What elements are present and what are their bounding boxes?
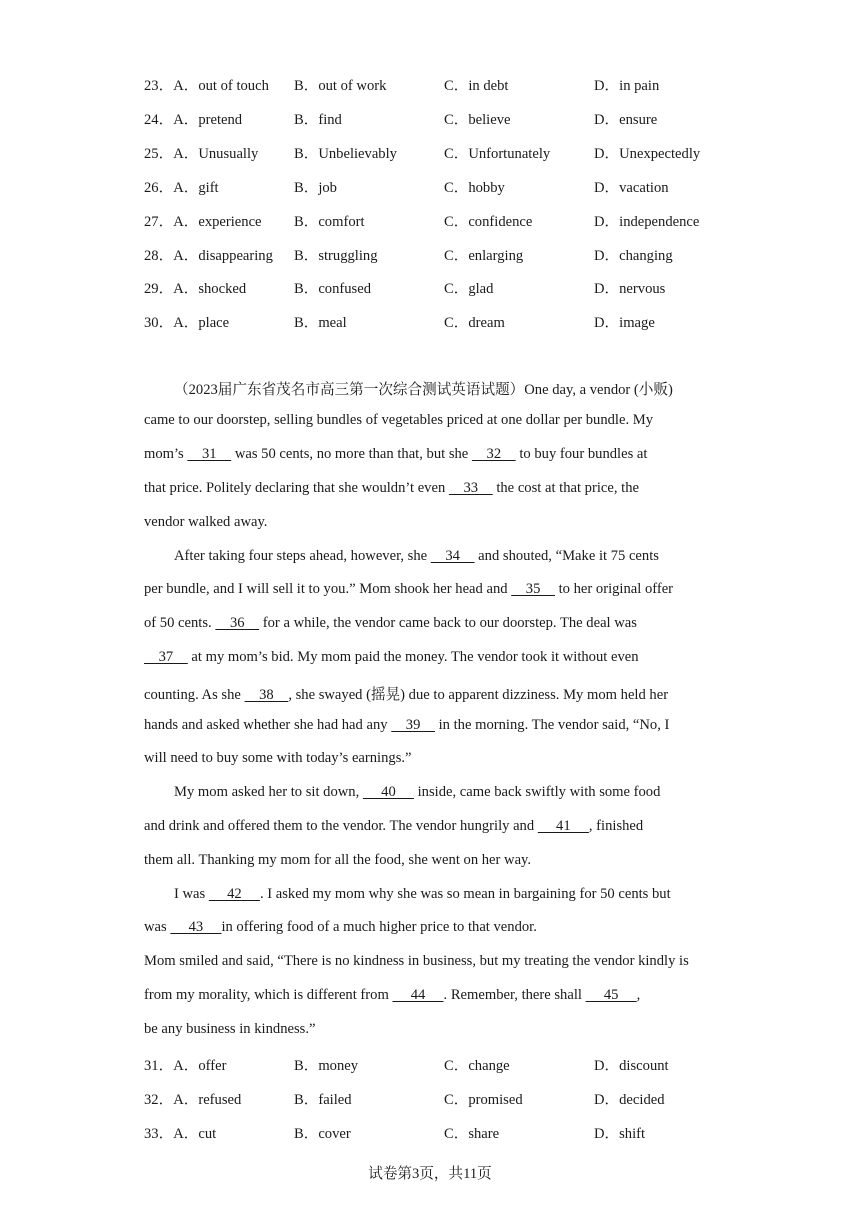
option-c: C．promised	[444, 1092, 523, 1108]
passage-line: After taking four steps ahead, however, she 34 and shouted, “Make it 75 cents	[174, 548, 659, 564]
options-24	[144, 108, 744, 128]
option-d: D．discount	[594, 1058, 669, 1074]
passage-line: （2023届广东省茂名市高三第一次综合测试英语试题）One day, a vendor (小贩)	[174, 382, 673, 398]
passage-line: and drink and offered them to the vendor. The vendor hungrily and 41 , finished	[144, 818, 644, 834]
passage-line: from my morality, which is different from 44 . Remember, there shall 45 ,	[144, 987, 641, 1003]
option-a: 25．A．Unusually	[144, 146, 259, 162]
blank-42: 42	[208, 886, 260, 902]
option-b: B．failed	[294, 1092, 352, 1108]
options-33	[144, 1122, 744, 1142]
option-d: D．vacation	[594, 180, 669, 196]
option-a: 30．A．place	[144, 315, 230, 331]
passage-line: them all. Thanking my mom for all the food, she went on her way.	[144, 852, 532, 868]
option-b: B．struggling	[294, 248, 378, 264]
option-c: C．hobby	[444, 180, 505, 196]
option-a: 31．A．offer	[144, 1058, 227, 1074]
options-23	[144, 74, 744, 94]
options-29	[144, 277, 744, 297]
option-c: C．in debt	[444, 78, 509, 94]
option-b: B．cover	[294, 1126, 351, 1142]
blank-37: 37	[144, 649, 188, 665]
option-c: C．enlarging	[444, 248, 524, 264]
passage-line: of 50 cents. 36 for a while, the vendor came back to our doorstep. The deal was	[144, 615, 637, 631]
passage-line: per bundle, and I will sell it to you.” Mom shook her head and 35 to her original offer	[144, 581, 674, 597]
option-d: D．image	[594, 315, 655, 331]
option-b: B．confused	[294, 281, 372, 297]
option-c: C．confidence	[444, 214, 533, 230]
options-30	[144, 311, 744, 331]
blank-43: 43	[170, 919, 222, 935]
option-b: B．comfort	[294, 214, 365, 230]
passage-line: My mom asked her to sit down, 40 inside, came back swiftly with some food	[174, 784, 661, 800]
blank-36: 36	[215, 615, 260, 631]
option-b: B．job	[294, 180, 337, 196]
option-c: C．Unfortunately	[444, 146, 551, 162]
option-a: 29．A．shocked	[144, 281, 247, 297]
option-d: D．decided	[594, 1092, 665, 1108]
passage-line: be any business in kindness.”	[144, 1021, 316, 1037]
passage-line: was 43 in offering food of a much higher price to that vendor.	[144, 919, 537, 935]
option-c: C．share	[444, 1126, 500, 1142]
option-d: D．shift	[594, 1126, 646, 1142]
passage-line: that price. Politely declaring that she wouldn’t even 33 the cost at that price, the	[144, 480, 639, 496]
option-a: 27．A．experience	[144, 214, 262, 230]
blank-45: 45	[585, 987, 637, 1003]
option-d: D．changing	[594, 248, 673, 264]
passage-line: 37 at my mom’s bid. My mom paid the money. The vendor took it without even	[144, 649, 639, 665]
options-28	[144, 244, 744, 264]
option-d: D．nervous	[594, 281, 666, 297]
passage-line: Mom smiled and said, “There is no kindness in business, but my treating the vendor kindly is	[144, 953, 689, 969]
blank-44: 44	[392, 987, 444, 1003]
blank-32: 32	[471, 446, 516, 462]
passage-line: vendor walked away.	[144, 514, 268, 530]
blank-35: 35	[511, 581, 555, 597]
options-32	[144, 1088, 744, 1108]
blank-40: 40	[362, 784, 414, 800]
passage-line: I was 42 . I asked my mom why she was so mean in bargaining for 50 cents but	[174, 886, 671, 902]
blank-34: 34	[430, 548, 475, 564]
option-d: D．independence	[594, 214, 700, 230]
passage-line: came to our doorstep, selling bundles of vegetables priced at one dollar per bundle. My	[144, 412, 654, 428]
passage-line: hands and asked whether she had had any 39 in the morning. The vendor said, “No, I	[144, 717, 670, 733]
option-c: C．believe	[444, 112, 511, 128]
page-footer: 试卷第3页，共11页	[368, 1166, 492, 1182]
option-a: 26．A．gift	[144, 180, 219, 196]
option-a: 32．A．refused	[144, 1092, 242, 1108]
option-a: 24．A．pretend	[144, 112, 243, 128]
option-d: D．Unexpectedly	[594, 146, 701, 162]
options-31	[144, 1054, 744, 1074]
option-a: 23．A．out of touch	[144, 78, 269, 94]
option-c: C．dream	[444, 315, 505, 331]
passage-line: will need to buy some with today’s earnings.”	[144, 750, 412, 766]
passage-line: mom’s 31 was 50 cents, no more than that, but she 32 to buy four bundles at	[144, 446, 648, 462]
options-25	[144, 142, 744, 162]
options-26	[144, 176, 744, 196]
option-b: B．meal	[294, 315, 347, 331]
option-d: D．ensure	[594, 112, 658, 128]
blank-31: 31	[187, 446, 232, 462]
passage-line: counting. As she 38 , she swayed (摇晃) due to apparent dizziness. My mom held her	[144, 687, 669, 703]
option-b: B．money	[294, 1058, 359, 1074]
blank-39: 39	[391, 717, 435, 733]
option-a: 33．A．cut	[144, 1126, 217, 1142]
option-b: B．Unbelievably	[294, 146, 397, 162]
option-c: C．change	[444, 1058, 510, 1074]
option-d: D．in pain	[594, 78, 660, 94]
option-b: B．find	[294, 112, 342, 128]
option-c: C．glad	[444, 281, 494, 297]
option-b: B．out of work	[294, 78, 387, 94]
blank-33: 33	[448, 480, 493, 496]
option-a: 28．A．disappearing	[144, 248, 273, 264]
blank-41: 41	[537, 818, 589, 834]
options-27	[144, 210, 744, 230]
blank-38: 38	[244, 687, 289, 703]
